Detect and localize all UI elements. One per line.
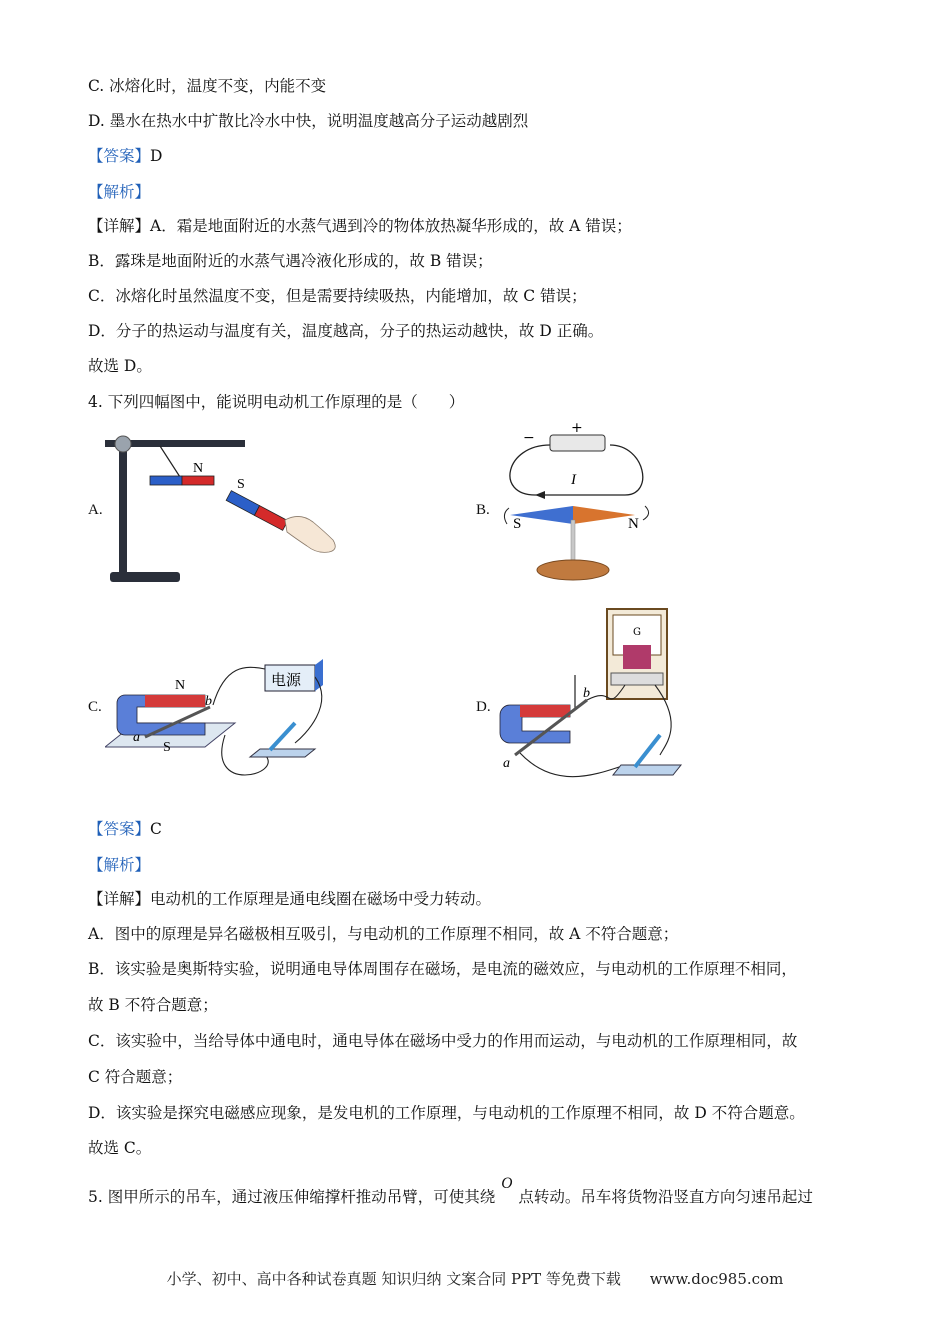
needle-pivot [571,520,575,565]
power-supply-side [315,659,323,691]
needle-label-s: S [513,516,522,532]
switch-lever [270,723,295,750]
q3-option-d: D. 墨水在热水中扩散比冷水中快，说明温度越高分子运动越剧烈 [88,112,529,130]
option-d-label: D. [476,699,491,715]
q3-analysis-tag: 【解析】 [88,183,151,201]
battery-icon [550,435,605,451]
switch-base [613,765,681,775]
answer-tag: 【答案】 [88,820,151,838]
battery-plus: + [571,420,583,436]
stand-rod [119,442,127,574]
rotate-arrow-right-icon [643,506,649,520]
stand-clamp [115,436,131,452]
galvanometer-coil [623,645,651,669]
circuit-wire [510,445,643,495]
needle-label-n: N [628,516,639,532]
figure-b-oersted [495,420,675,590]
q4-detail-b1: B．该实验是奥斯特实验，说明通电导体周围存在磁场，是电流的磁效应，与电动机的工作原理不相同， [88,960,797,978]
suspension-thread [160,446,180,477]
q4-detail-c1: C．该实验中，当给导体中通电时，通电导体在磁场中受力的作用而运动，与电动机的工作原理相同，故 [88,1032,798,1050]
q5-stem [88,1175,813,1209]
suspended-magnet-n [182,476,214,485]
detail-tag: 【详解】 [88,890,151,908]
q4-answer [88,818,162,840]
label-b: b [205,694,212,709]
figure-c-motor-apparatus [105,655,345,785]
magnet-north-pole [520,705,570,717]
q4-detail-c2: C 符合题意； [88,1068,183,1086]
wire-3 [520,753,625,777]
wire-1 [213,667,265,705]
footer-text: 小学、初中、高中各种试卷真题 知识归纳 文案合同 PPT 等免费下载 [166,1270,621,1288]
q4-detail-a: A．图中的原理是异名磁极相互吸引，与电动机的工作原理不相同，故 A 不符合题意； [88,925,679,943]
q3-detail-b: B．露珠是地面附近的水蒸气遇冷液化形成的，故 B 错误； [88,252,493,270]
magnet-north-pole [145,695,205,707]
answer-value: D [150,147,163,165]
detail-tag: 【详解】 [88,217,151,235]
current-arrow-icon [535,491,545,499]
battery-minus: − [523,430,535,446]
label-b: b [583,686,590,701]
galvanometer-label: G [633,627,641,638]
q4-detail-d: D．该实验是探究电磁感应现象，是发电机的工作原理，与电动机的工作原理不相同，故 D 不符合题意。 [88,1104,805,1122]
handheld-magnet [226,491,288,531]
switch-base [250,749,315,757]
q4-analysis-tag: 【解析】 [88,856,151,874]
page-footer [0,1268,950,1289]
q3-option-c: C. 冰熔化时，温度不变，内能不变 [88,77,327,95]
galvanometer-terminals [611,673,663,685]
label-n: N [193,461,204,476]
q3-detail-c: C．冰熔化时虽然温度不变，但是需要持续吸热，内能增加，故 C 错误； [88,287,587,305]
hand-icon [285,516,335,552]
label-s: S [237,477,245,492]
point-o: O [501,1175,513,1192]
label-a: a [133,730,140,745]
option-a-label: A. [88,502,103,518]
q5-stem-after: 点转动。吊车将货物沿竖直方向匀速吊起过 [518,1188,813,1206]
q5-stem-before: 5. 图甲所示的吊车，通过液压伸缩撑杆推动吊臂，可使其绕 [88,1188,496,1206]
option-b-label: B. [476,502,490,518]
q4-conclusion: 故选 C。 [88,1139,152,1157]
power-supply-label: 电源 [271,671,302,689]
q3-answer [88,145,162,167]
figure-a-magnet-stand [105,420,345,590]
label-s: S [163,740,171,755]
detail-text: 电动机的工作原理是通电线圈在磁场中受力转动。 [150,890,492,908]
q4-stem: 4. 下列四幅图中，能说明电动机工作原理的是（ ） [88,393,465,411]
footer-url[interactable]: www.doc985.com [649,1270,784,1288]
q4-detail-intro [88,888,491,910]
answer-tag: 【答案】 [88,147,151,165]
rotate-arrow-left-icon [504,508,509,524]
option-c-label: C. [88,699,102,715]
answer-value: C [150,820,162,838]
suspended-magnet-s [150,476,182,485]
needle-n-half [573,506,635,524]
q3-detail-a [88,215,632,237]
q4-detail-b2: 故 B 不符合题意； [88,996,218,1014]
label-a: a [503,756,510,771]
current-label: I [571,472,576,488]
q3-conclusion: 故选 D。 [88,357,152,375]
switch-lever [635,735,660,767]
figure-d-induction-apparatus [495,605,685,785]
q3-detail-d: D．分子的热运动与温度有关，温度越高，分子的热运动越快，故 D 正确。 [88,322,604,340]
label-n: N [175,678,186,693]
detail-text: A．霜是地面附近的水蒸气遇到冷的物体放热凝华形成的，故 A 错误； [150,217,632,235]
needle-base [537,560,609,580]
